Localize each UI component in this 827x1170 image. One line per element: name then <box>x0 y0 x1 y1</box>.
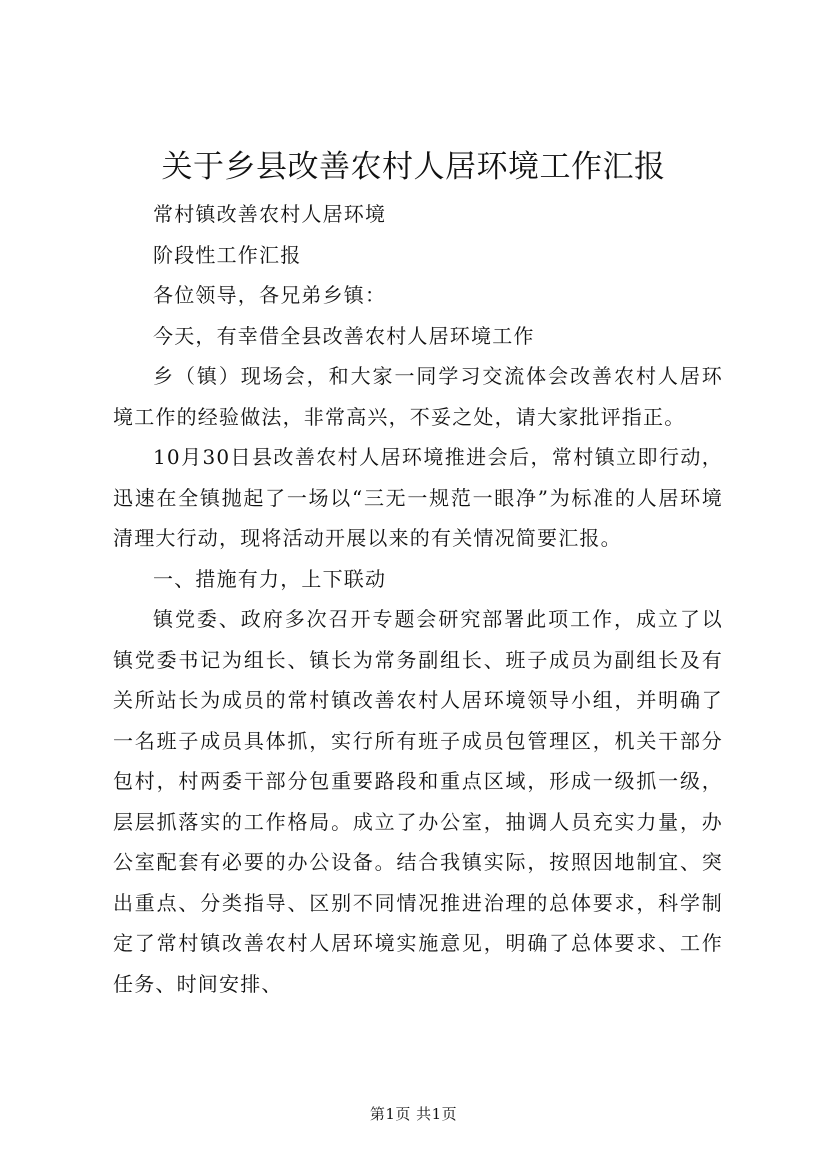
paragraph-intro-1: 今天，有幸借全县改善农村人居环境工作 <box>153 323 535 348</box>
paragraph-intro-2: 乡（镇）现场会，和大家一同学习交流体会改善农村人居环境工作的经验做法，非常高兴，不妥之处，请大家批评指正。 <box>113 364 723 429</box>
paragraph-measures: 镇党委、政府多次召开专题会研究部署此项工作，成立了以镇党委书记为组长、镇长为常务副组长、班子成员为副组长及有关所站长为成员的常村镇改善农村人居环境领导小组，并明确了一名班子成员具体抓，实行所有班子成员包管理区，机关干部分包村，村两委干部分包重要路段和重点区域，形成一级抓一级，层层抓落实的工作格局。成立了办公室，抽调人员充实力量，办公室配套有必要的办公设备。结合我镇实际，按照因地制宜、突出重点、分类指导、区别不同情况推进治理的总体要求，科学制定了常村镇改善农村人居环境实施意见，明确了总体要求、工作任务、时间安排、 <box>113 607 723 996</box>
paragraph-background: 10月30日县改善农村人居环境推进会后，常村镇立即行动，迅速在全镇抛起了一场以“三无一规范一眼净”为标准的人居环境清理大行动，现将活动开展以来的有关情况简要汇报。 <box>113 445 723 550</box>
document-title: 关于乡县改善农村人居环境工作汇报 <box>161 149 666 185</box>
paragraph-salutation: 各位领导，各兄弟乡镇： <box>153 283 387 307</box>
page-footer: 第1页 共1页 <box>369 1105 458 1123</box>
paragraph-subtitle-2: 阶段性工作汇报 <box>153 242 302 267</box>
section-heading-1: 一、措施有力，上下联动 <box>153 566 387 591</box>
paragraph-subtitle-1: 常村镇改善农村人居环境 <box>153 202 387 226</box>
document-body <box>113 194 723 1004</box>
